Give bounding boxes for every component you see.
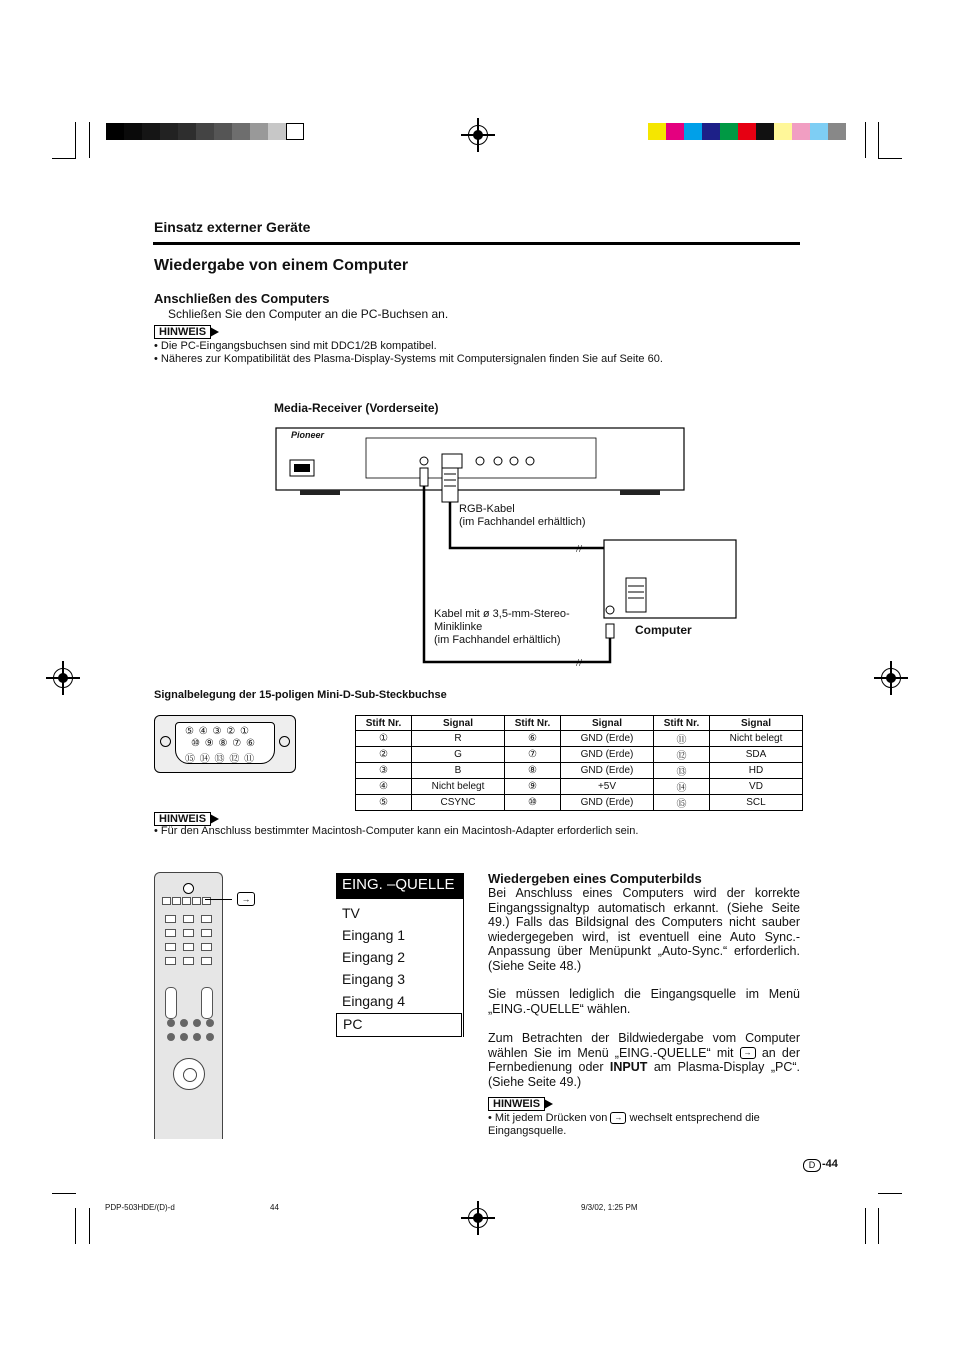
playback-p1: Bei Anschluss eines Computers wird der korrekte Eingangssignaltyp automatisch erkannt. (Siehe Seite 49.) Falls das Bildsignal des Computers nicht sauber wiedergegeben wird, ist eventuell eine Auto Sync.-Anpassung über Menüpunkt „Auto-Sync.“ erforderlich. (Siehe Seite 48.) [488,886,800,973]
section-title: Einsatz externer Geräte [154,219,311,235]
input-icon: → [237,892,255,906]
connect-heading: Anschließen des Computers [154,291,330,306]
playback-p2: Sie müssen lediglich die Eingangsquelle im Menü „EING.-QUELLE“ wählen. [488,987,800,1016]
audio-cable-label-2: Miniklinke [434,621,483,633]
registration-mark-left [53,668,73,688]
input-icon: → [740,1047,756,1059]
pins-heading: Signalbelegung der 15-poligen Mini-D-Sub-Steckbuchse [154,689,447,701]
hinweis-label-3: HINWEIS [488,1097,553,1110]
dsub-row-1: ⑤ ④ ③ ② ① [185,726,250,737]
pin-table [355,715,803,811]
playback-heading: Wiedergeben eines Computerbilds [488,871,702,886]
remote-control [154,872,223,1139]
receiver-brand: Pioneer [291,430,325,440]
rgb-cable-label: RGB-Kabel [459,503,515,515]
audio-cable-label-3: (im Fachhandel erhältlich) [434,634,561,646]
input-source-menu [336,873,464,1037]
dpad [173,1058,205,1090]
page-title: Wiedergabe von einem Computer [154,257,409,274]
dsub-screw-right [279,736,290,747]
menu-item-eingang-4[interactable]: Eingang 4 [342,993,406,1009]
dsub-screw-left [160,736,171,747]
svg-text://: // [576,543,583,555]
menu-item-pc[interactable]: PC [336,1013,462,1037]
table-row: ② G ⑦ GND (Erde) ⑫ SDA [356,747,803,763]
table-row: ③ B ⑧ GND (Erde) ⑬ HD [356,763,803,779]
audio-cable-label-1: Kabel mit ø 3,5-mm-Stereo- [434,608,570,620]
computer-box [604,540,736,618]
dsub-connector [154,715,296,773]
page-badge: D [803,1159,821,1172]
registration-mark-bottom [468,1208,488,1228]
rgb-cable-note: (im Fachhandel erhältlich) [459,516,586,528]
note-compat: • Näheres zur Kompatibilität des Plasma-Display-Systems mit Computersignalen finden Sie auf Seite 60. [154,353,663,366]
page-number: -44 [822,1158,838,1170]
footer-num: 44 [270,1203,279,1212]
dsub-row-2: ⑩ ⑨ ⑧ ⑦ ⑥ [191,738,256,749]
section-rule [153,242,800,245]
note-macintosh: • Für den Anschluss bestimmter Macintosh-Computer kann ein Macintosh-Adapter erforderlich sein. [154,825,638,838]
connect-text: Schließen Sie den Computer an die PC-Buchsen an. [168,307,449,321]
hinweis-label-2: HINWEIS [154,812,219,825]
note-ddc: • Die PC-Eingangsbuchsen sind mit DDC1/2B kompatibel. [154,340,437,353]
footer-date: 9/3/02, 1:25 PM [581,1203,638,1212]
playback-p3: Zum Betrachten der Bildwiedergabe vom Computer wählen Sie im Menü „EING.-QUELLE“ mit → an der Fernbedienung oder INPUT am Plasma-Display „PC“. (Siehe Seite 49.) [488,1031,800,1089]
receiver-label: Media-Receiver (Vorderseite) [274,401,439,415]
pin-table-header: Stift Nr. Signal Stift Nr. Signal Stift Nr. Signal [356,716,803,731]
menu-header: EING. –QUELLE [336,873,464,899]
table-row: ④ Nicht belegt ⑨ +5V ⑭ VD [356,779,803,795]
table-row: ⑤ CSYNC ⑩ GND (Erde) ⑮ SCL [356,795,803,811]
power-icon [183,883,194,894]
menu-item-eingang-1[interactable]: Eingang 1 [342,927,406,943]
registration-mark-top [468,125,488,145]
computer-label: Computer [635,623,692,637]
menu-item-eingang-3[interactable]: Eingang 3 [342,971,406,987]
note-input-cycle: • Mit jedem Drücken von → wechselt entsprechend die Eingangsquelle. [488,1112,760,1137]
registration-mark-right [881,668,901,688]
dsub-row-3: ⑮ ⑭ ⑬ ⑫ ⑪ [185,754,256,765]
footer-file: PDP-503HDE/(D)-d [105,1203,175,1212]
remote-input-line [205,899,232,900]
input-icon: → [610,1112,626,1124]
menu-item-eingang-2[interactable]: Eingang 2 [342,949,406,965]
hinweis-label-1: HINWEIS [154,325,219,338]
menu-item-tv[interactable]: TV [342,905,360,921]
svg-text://: // [576,657,583,669]
table-row: ① R ⑥ GND (Erde) ⑪ Nicht belegt [356,731,803,747]
